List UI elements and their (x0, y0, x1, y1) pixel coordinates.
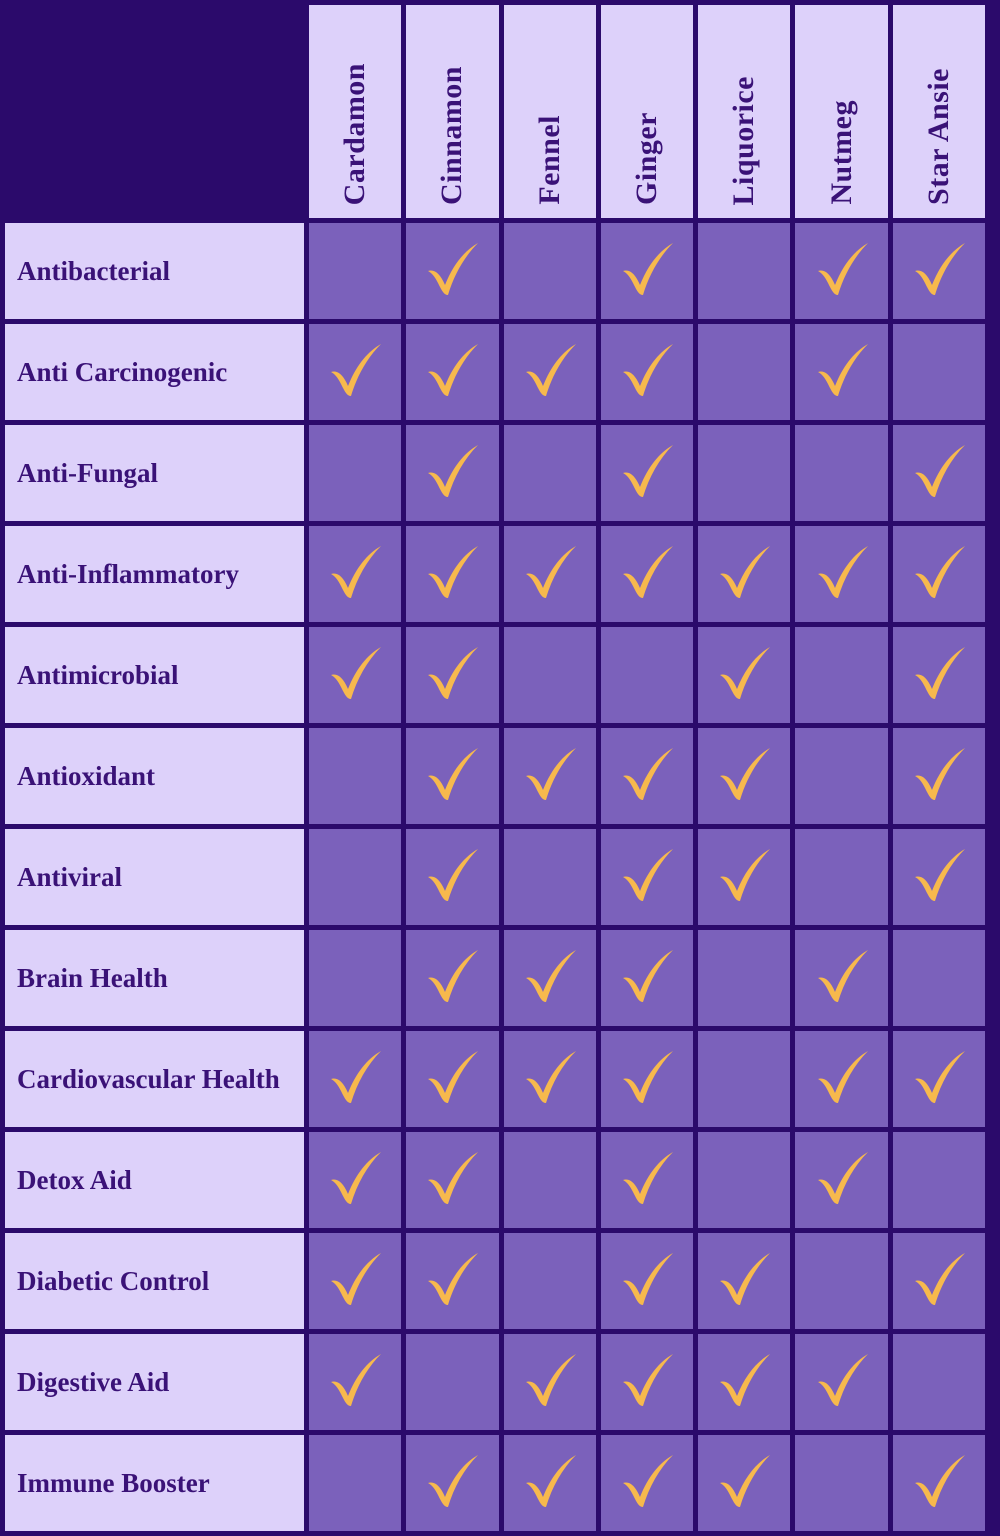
cell-checked (309, 324, 401, 420)
table-row (5, 1435, 985, 1531)
check-icon (907, 845, 971, 909)
check-icon (420, 643, 484, 707)
cell-checked (893, 1031, 985, 1127)
cell-empty (601, 627, 693, 723)
cell-empty (893, 324, 985, 420)
cell-checked (504, 1435, 596, 1531)
row-header: Antibacterial (5, 223, 304, 319)
check-icon (615, 1249, 679, 1313)
check-icon (712, 1451, 776, 1515)
cell-checked (504, 1031, 596, 1127)
cell-checked (893, 1233, 985, 1329)
cell-checked (698, 1334, 790, 1430)
cell-empty (698, 1132, 790, 1228)
cell-empty (698, 324, 790, 420)
check-icon (518, 542, 582, 606)
cell-empty (893, 930, 985, 1026)
check-icon (323, 542, 387, 606)
cell-empty (698, 223, 790, 319)
column-header-star-ansie (893, 5, 985, 218)
row-header: Anti Carcinogenic (5, 324, 304, 420)
check-icon (518, 340, 582, 404)
cell-checked (406, 324, 498, 420)
check-icon (615, 1047, 679, 1111)
cell-checked (406, 1132, 498, 1228)
check-icon (323, 340, 387, 404)
cell-checked (601, 728, 693, 824)
cell-checked (795, 1334, 887, 1430)
cell-empty (893, 1132, 985, 1228)
check-icon (810, 1350, 874, 1414)
check-icon (420, 1249, 484, 1313)
column-header-cardamon (309, 5, 401, 218)
cell-checked (406, 526, 498, 622)
table-row (5, 1233, 985, 1329)
cell-checked (309, 1334, 401, 1430)
cell-checked (601, 526, 693, 622)
column-header-label: Nutmeg (824, 100, 858, 205)
cell-checked (309, 627, 401, 723)
cell-empty (698, 1031, 790, 1127)
cell-checked (504, 930, 596, 1026)
table-row (5, 425, 985, 521)
check-icon (907, 1249, 971, 1313)
column-header-label: Fennel (532, 115, 566, 205)
check-icon (518, 946, 582, 1010)
check-icon (907, 239, 971, 303)
table-row (5, 627, 985, 723)
cell-checked (406, 1031, 498, 1127)
check-icon (323, 643, 387, 707)
table-row (5, 728, 985, 824)
row-header: Antiviral (5, 829, 304, 925)
cell-checked (601, 425, 693, 521)
cell-empty (309, 728, 401, 824)
table-row (5, 829, 985, 925)
column-header-label: Cinnamon (435, 65, 469, 205)
cell-empty (504, 223, 596, 319)
check-icon (712, 542, 776, 606)
check-icon (615, 542, 679, 606)
cell-empty (406, 1334, 498, 1430)
cell-empty (504, 627, 596, 723)
cell-empty (309, 1435, 401, 1531)
check-icon (907, 542, 971, 606)
check-icon (420, 744, 484, 808)
check-icon (420, 340, 484, 404)
check-icon (712, 744, 776, 808)
row-header: Antioxidant (5, 728, 304, 824)
check-icon (420, 845, 484, 909)
cell-checked (601, 1031, 693, 1127)
cell-empty (795, 829, 887, 925)
check-icon (907, 744, 971, 808)
cell-checked (504, 728, 596, 824)
cell-checked (893, 627, 985, 723)
check-icon (810, 1047, 874, 1111)
cell-checked (893, 829, 985, 925)
cell-checked (698, 1233, 790, 1329)
check-icon (518, 1047, 582, 1111)
table-header (5, 5, 985, 218)
row-header: Antimicrobial (5, 627, 304, 723)
table-row (5, 1132, 985, 1228)
cell-checked (698, 627, 790, 723)
cell-checked (601, 1334, 693, 1430)
check-icon (810, 542, 874, 606)
row-header: Brain Health (5, 930, 304, 1026)
check-icon (323, 1148, 387, 1212)
check-icon (615, 239, 679, 303)
cell-checked (601, 324, 693, 420)
cell-checked (893, 728, 985, 824)
cell-checked (601, 1233, 693, 1329)
cell-checked (601, 829, 693, 925)
check-icon (810, 239, 874, 303)
cell-checked (795, 1031, 887, 1127)
cell-empty (504, 425, 596, 521)
column-header-label: Liquorice (727, 75, 761, 205)
check-icon (420, 1047, 484, 1111)
cell-empty (795, 728, 887, 824)
column-header-label: Cardamon (338, 62, 372, 205)
check-icon (323, 1350, 387, 1414)
cell-checked (698, 526, 790, 622)
cell-checked (406, 627, 498, 723)
cell-checked (309, 1132, 401, 1228)
cell-checked (309, 1233, 401, 1329)
check-icon (907, 1047, 971, 1111)
table-body (5, 223, 985, 1531)
cell-checked (406, 728, 498, 824)
check-icon (907, 441, 971, 505)
cell-checked (698, 1435, 790, 1531)
cell-empty (309, 425, 401, 521)
cell-checked (406, 1233, 498, 1329)
table-row (5, 324, 985, 420)
row-header: Detox Aid (5, 1132, 304, 1228)
cell-checked (406, 223, 498, 319)
row-header: Anti-Inflammatory (5, 526, 304, 622)
check-icon (810, 340, 874, 404)
cell-empty (698, 930, 790, 1026)
cell-checked (698, 829, 790, 925)
table-row (5, 223, 985, 319)
check-icon (615, 744, 679, 808)
check-icon (420, 239, 484, 303)
check-icon (712, 1249, 776, 1313)
cell-checked (309, 1031, 401, 1127)
check-icon (518, 1350, 582, 1414)
cell-checked (504, 526, 596, 622)
cell-checked (309, 526, 401, 622)
cell-checked (406, 829, 498, 925)
table-row (5, 1334, 985, 1430)
row-header: Diabetic Control (5, 1233, 304, 1329)
check-icon (615, 946, 679, 1010)
cell-empty (309, 930, 401, 1026)
check-icon (420, 542, 484, 606)
cell-checked (893, 1435, 985, 1531)
column-header-liquorice (698, 5, 790, 218)
cell-checked (504, 324, 596, 420)
check-icon (615, 441, 679, 505)
cell-empty (795, 425, 887, 521)
check-icon (420, 1451, 484, 1515)
cell-checked (406, 425, 498, 521)
header-row (5, 5, 985, 218)
check-icon (712, 845, 776, 909)
cell-checked (698, 728, 790, 824)
cell-checked (601, 930, 693, 1026)
cell-checked (406, 1435, 498, 1531)
column-header-nutmeg (795, 5, 887, 218)
cell-checked (601, 223, 693, 319)
cell-empty (795, 627, 887, 723)
cell-checked (893, 526, 985, 622)
check-icon (420, 946, 484, 1010)
check-icon (518, 744, 582, 808)
row-header: Digestive Aid (5, 1334, 304, 1430)
check-icon (615, 1148, 679, 1212)
check-icon (420, 1148, 484, 1212)
check-icon (712, 643, 776, 707)
cell-checked (601, 1132, 693, 1228)
check-icon (518, 1451, 582, 1515)
row-header: Immune Booster (5, 1435, 304, 1531)
cell-empty (504, 829, 596, 925)
table-row (5, 1031, 985, 1127)
cell-checked (504, 1334, 596, 1430)
check-icon (615, 845, 679, 909)
row-header: Cardiovascular Health (5, 1031, 304, 1127)
cell-checked (795, 324, 887, 420)
column-header-ginger (601, 5, 693, 218)
cell-empty (309, 829, 401, 925)
cell-empty (795, 1233, 887, 1329)
check-icon (712, 1350, 776, 1414)
cell-checked (795, 1132, 887, 1228)
check-icon (420, 441, 484, 505)
column-header-label: Ginger (629, 112, 663, 205)
column-header-fennel (504, 5, 596, 218)
cell-checked (893, 223, 985, 319)
column-header-label: Star Ansie (921, 68, 955, 205)
cell-checked (795, 223, 887, 319)
cell-empty (504, 1132, 596, 1228)
cell-checked (406, 930, 498, 1026)
cell-empty (698, 425, 790, 521)
cell-checked (795, 930, 887, 1026)
check-icon (810, 946, 874, 1010)
cell-checked (795, 526, 887, 622)
cell-empty (504, 1233, 596, 1329)
check-icon (615, 340, 679, 404)
cell-checked (893, 425, 985, 521)
check-icon (907, 643, 971, 707)
cell-empty (795, 1435, 887, 1531)
check-icon (323, 1047, 387, 1111)
check-icon (615, 1451, 679, 1515)
cell-empty (309, 223, 401, 319)
table-row (5, 930, 985, 1026)
check-icon (615, 1350, 679, 1414)
cell-empty (893, 1334, 985, 1430)
corner-cell (5, 5, 304, 218)
check-icon (907, 1451, 971, 1515)
column-header-cinnamon (406, 5, 498, 218)
row-header: Anti-Fungal (5, 425, 304, 521)
check-icon (323, 1249, 387, 1313)
table-row (5, 526, 985, 622)
check-icon (810, 1148, 874, 1212)
cell-checked (601, 1435, 693, 1531)
